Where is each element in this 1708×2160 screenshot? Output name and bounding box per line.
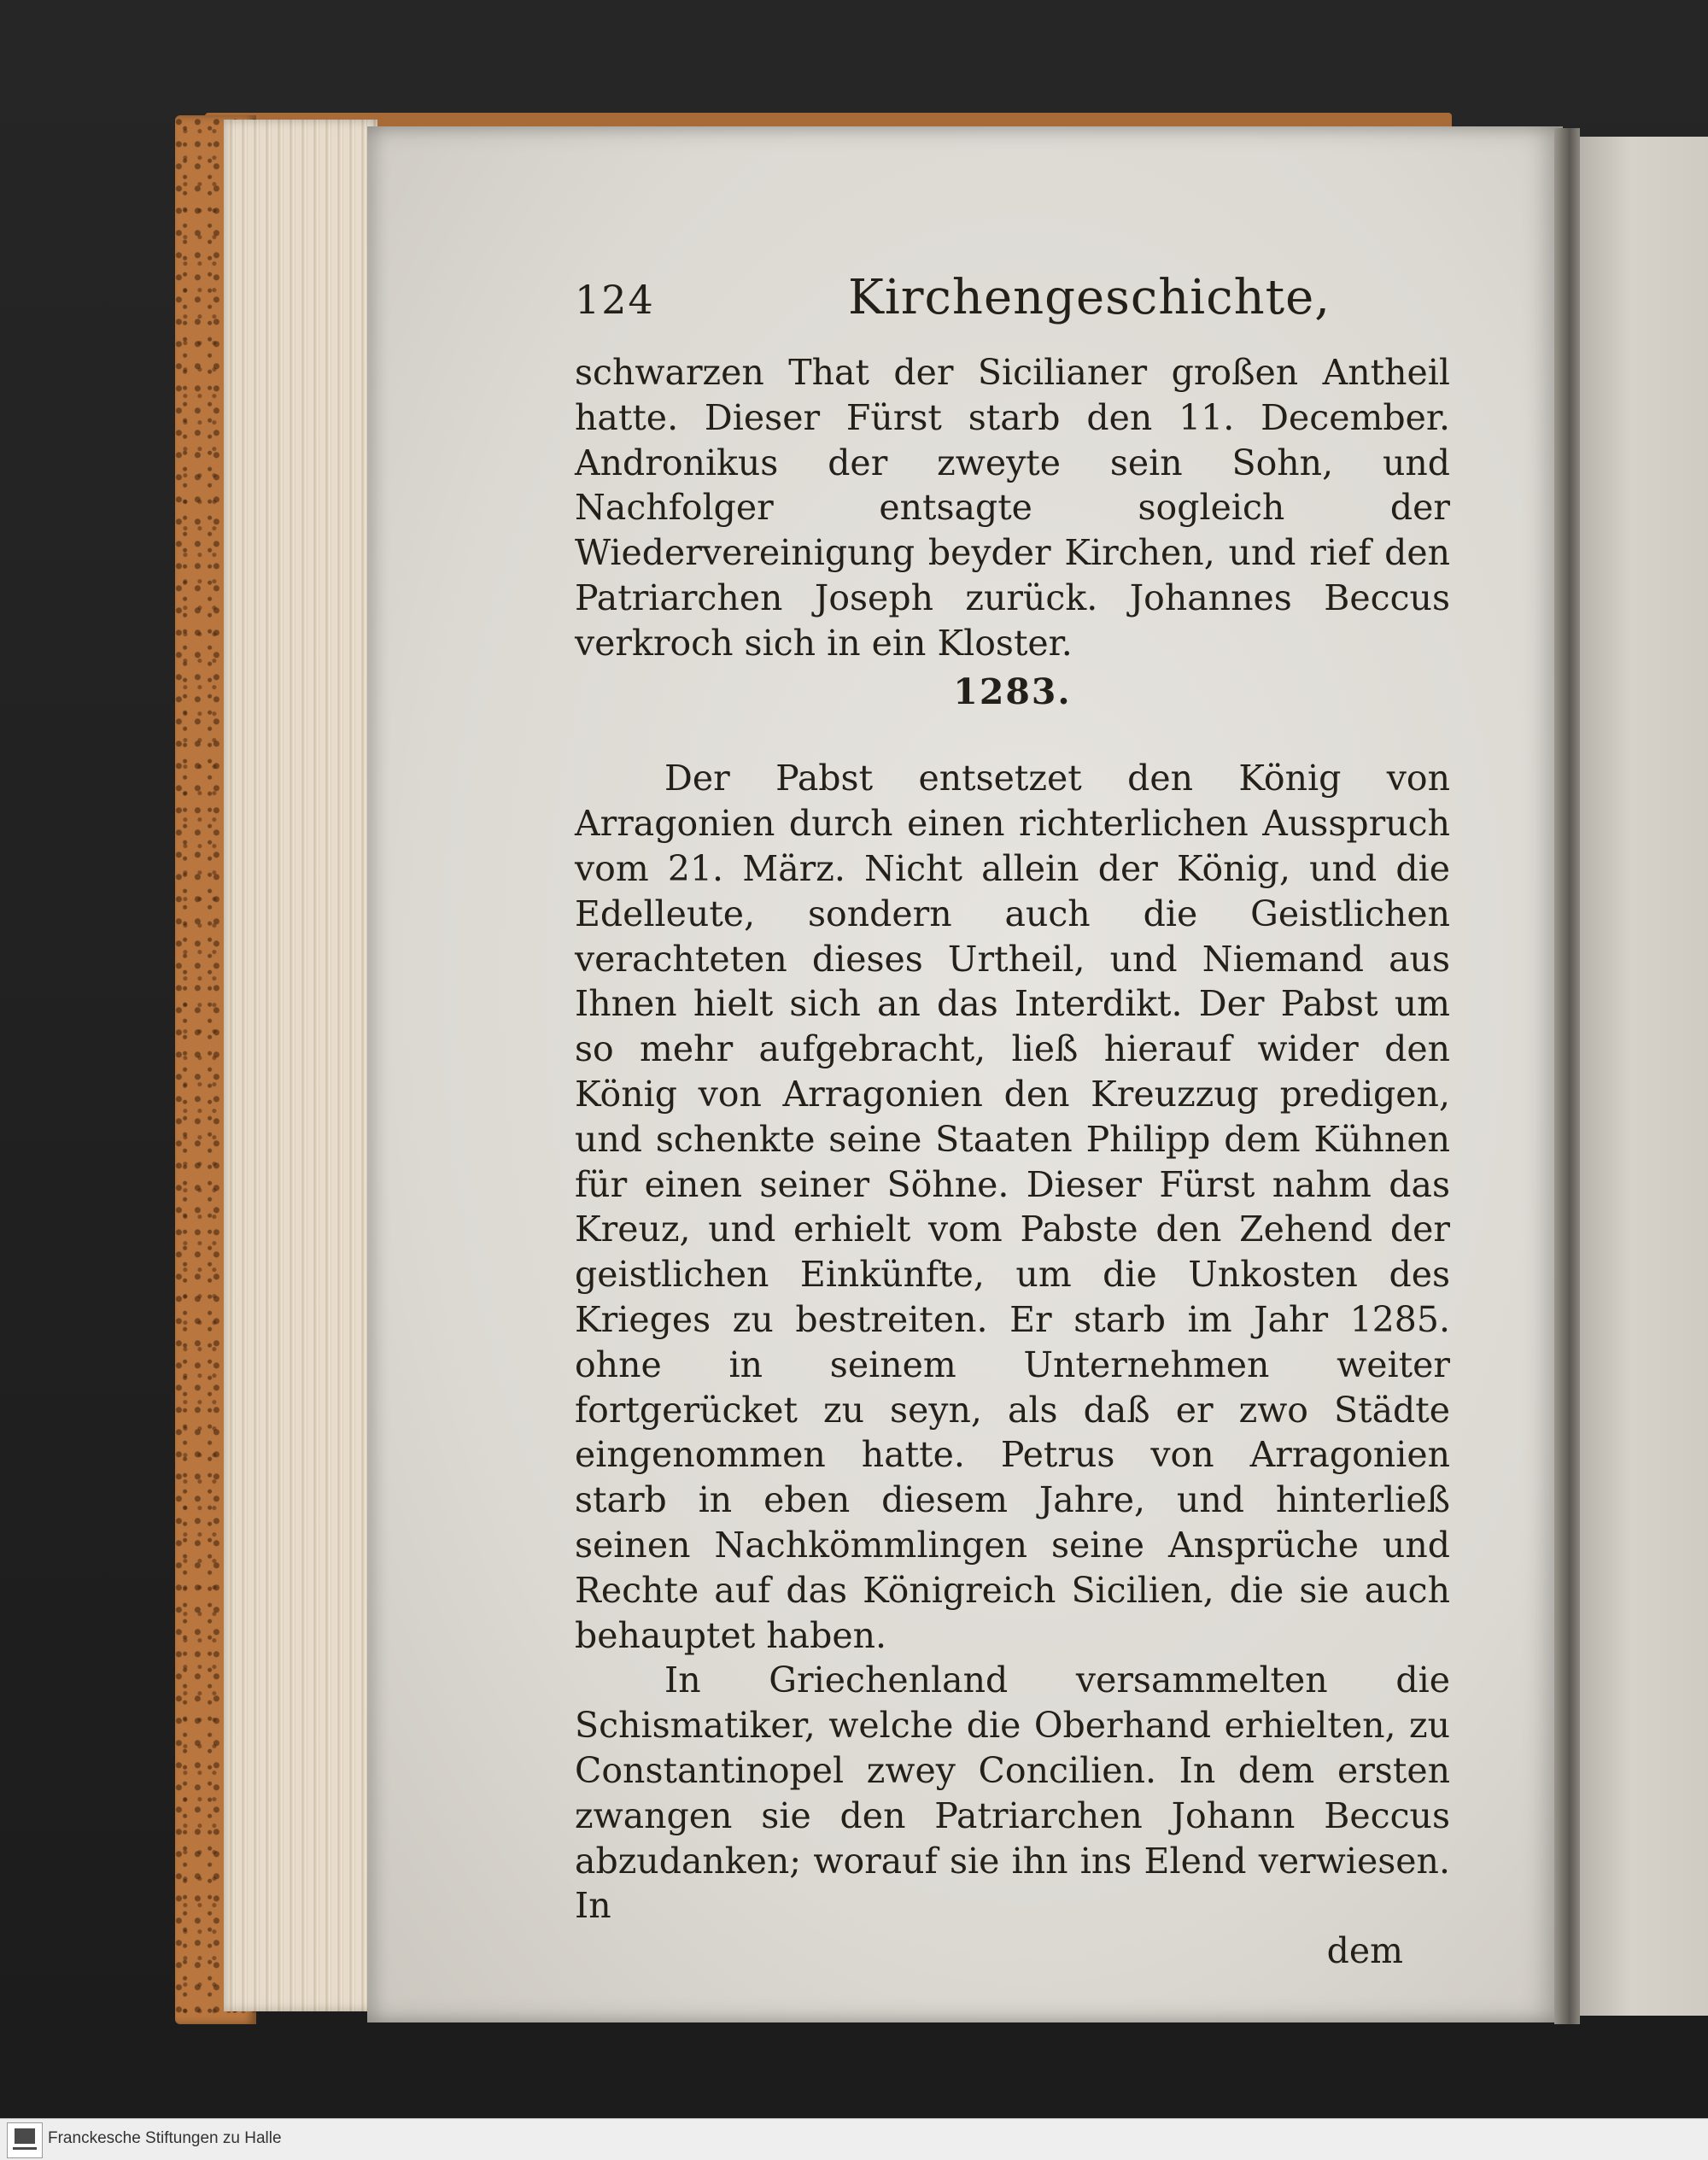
opening-paragraph: schwarzen That der Sicilianer großen Antheil hatte. Dieser Fürst starb den 11. December. Andronikus der zweyte sein Sohn, und Nachfolger entsagte sogleich der Wiedervereinigung beyder Kirchen, und rief den Patriarchen Joseph zurück. Johannes Beccus verkroch sich in ein Kloster. [575,352,1450,664]
running-head [575,256,1450,350]
running-title: Kirchengeschichte, [848,270,1331,325]
catchword: dem [1326,1930,1403,1972]
footer-institution: Franckesche Stiftungen zu Halle [48,2129,282,2147]
page-edges-stack [224,120,377,2011]
page-number: 124 [575,277,655,323]
page-text-block [575,256,1450,1974]
paragraph-aragon-interdict: Der Pabst entsetzet den König von Arragonien durch einen richterlichen Ausspruch vom 21. März. Nicht allein der König, und die Edelleute, sondern auch die Geistlichen verachteten dieses Urtheil, und Niemand aus Ihnen hielt sich an das Interdikt. Der Pabst um so mehr aufgebracht, ließ hierauf wider den König von Arragonien den Kreuzzug predigen, und schenkte seine Staaten Philipp dem Kühnen für einen seiner Söhne. Dieser Fürst nahm das Kreuz, und erhielt vom Pabste den Zehend der geistlichen Einkünfte, um die Unkosten des Krieges zu bestreiten. Er starb im Jahr 1285. ohne in seinem Unternehmen weiter fortgerücket zu seyn, als daß er zwo Städte eingenommen hatte. Petrus von Arragonien starb in eben diesem Jahre, und hinterließ seinen Nachkömmlingen seine Ansprüche und Rechte auf das Königreich Sicilien, die sie auch behauptet haben. [575,758,1450,1656]
year-heading: 1283. [953,670,1072,712]
facing-page-edge [1580,137,1708,2016]
paragraph-greek-councils: In Griechenland versammelten die Schismatiker, welche die Oberhand erhielten, zu Constantinopel zwey Concilien. In dem ersten zwangen sie den Patriarchen Johann Beccus abzudanken; worauf sie ihn ins Elend verwiesen. In [575,1660,1450,1927]
foundation-logo-icon [7,2122,43,2158]
footer-bar [0,2118,1708,2160]
book-gutter [1554,128,1580,2024]
